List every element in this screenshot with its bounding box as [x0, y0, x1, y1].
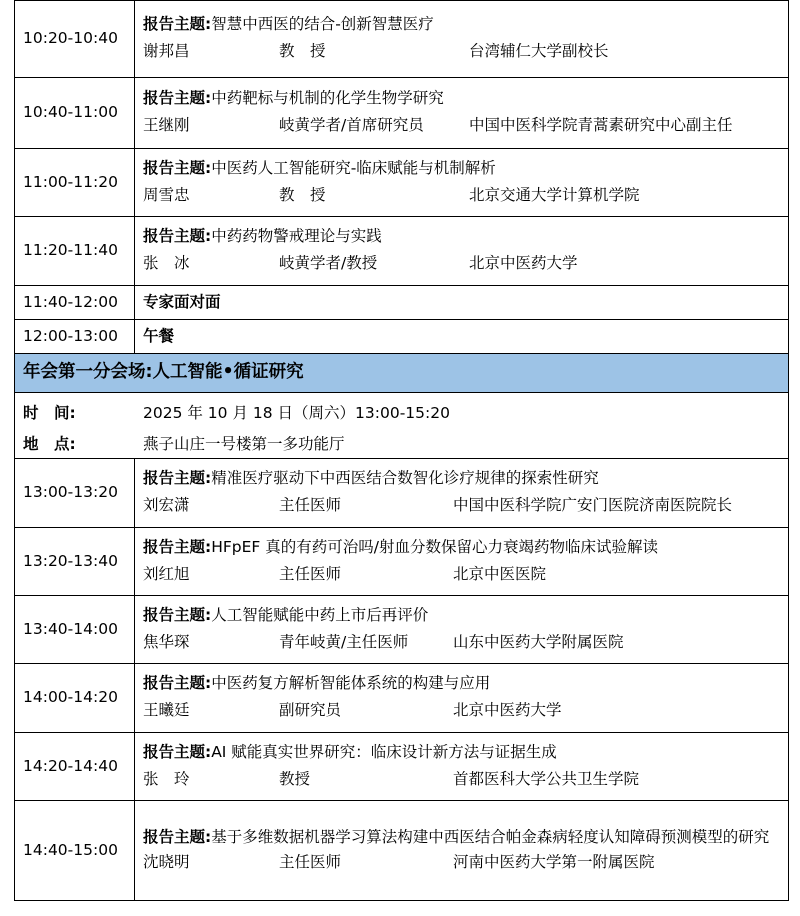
- talk-cell: [135, 149, 789, 217]
- speaker-line: [143, 852, 782, 875]
- talk-cell: [135, 1, 789, 78]
- time-slot: 13:20-13:40: [15, 528, 135, 596]
- table-row: [15, 664, 789, 733]
- speaker-role: 教授: [279, 769, 311, 788]
- speaker-org: 北京交通大学计算机学院: [469, 185, 640, 204]
- topic-label: 报告主题:: [143, 674, 212, 692]
- table-row: [15, 528, 789, 596]
- speaker-line: [143, 632, 782, 655]
- speaker-org: 中国中医科学院青蒿素研究中心副主任: [469, 116, 733, 134]
- time-slot: 10:20-10:40: [15, 1, 135, 78]
- speaker-name: 王继刚: [143, 116, 190, 134]
- talk-topic: [143, 673, 782, 693]
- speaker-org: 北京中医药大学: [469, 254, 578, 272]
- topic-label: 报告主题:: [143, 89, 212, 107]
- topic-label: 报告主题:: [143, 605, 212, 624]
- topic-label: 报告主题:: [143, 827, 212, 846]
- speaker-name: 刘红旭: [143, 564, 190, 583]
- talk-topic: [143, 742, 782, 762]
- talk-cell: [135, 78, 789, 149]
- topic-title: 精准医疗驱动下中西医结合数智化诊疗规律的探索性研究: [211, 469, 599, 487]
- topic-title: HFpEF 真的有药可治吗/射血分数保留心力衰竭药物临床试验解读: [211, 537, 658, 556]
- speaker-name: 王曦廷: [143, 701, 190, 719]
- talk-cell: [135, 733, 789, 801]
- topic-title: AI 赋能真实世界研究：临床设计新方法与证据生成: [211, 742, 557, 761]
- time-slot: 11:20-11:40: [15, 217, 135, 286]
- table-row: [15, 286, 789, 320]
- speaker-name: 谢邦昌: [143, 42, 190, 60]
- speaker-name: 周雪忠: [143, 185, 190, 204]
- speaker-role: 岐黄学者/教授: [279, 254, 378, 272]
- speaker-role: 副研究员: [279, 701, 342, 719]
- talk-topic: [143, 88, 782, 108]
- time-slot: 11:40-12:00: [15, 286, 135, 320]
- talk-cell: [135, 459, 789, 528]
- time-slot: 12:00-13:00: [15, 320, 135, 354]
- time-slot: 14:20-14:40: [15, 733, 135, 801]
- place-value: 燕子山庄一号楼第一多功能厅: [143, 434, 345, 453]
- session-item: 午餐: [135, 320, 789, 354]
- section-info-row: [15, 393, 789, 459]
- speaker-role: 教 授: [279, 42, 326, 60]
- topic-label: 报告主题:: [143, 469, 212, 487]
- table-row: [15, 78, 789, 149]
- talk-topic: [143, 605, 782, 625]
- place-label: 地 点:: [23, 434, 76, 453]
- speaker-line: [143, 703, 782, 723]
- speaker-org: 北京中医医院: [453, 564, 547, 583]
- speaker-name: 刘宏潇: [143, 496, 190, 514]
- time-slot: 11:00-11:20: [15, 149, 135, 217]
- speaker-name: 焦华琛: [143, 632, 190, 651]
- speaker-role: 岐黄学者/首席研究员: [279, 116, 424, 134]
- time-slot: 14:00-14:20: [15, 664, 135, 733]
- time-slot: 14:40-15:00: [15, 801, 135, 901]
- topic-label: 报告主题:: [143, 742, 212, 761]
- time-label: 时 间:: [23, 403, 76, 422]
- talk-topic: [143, 14, 782, 34]
- speaker-line: [143, 44, 782, 64]
- speaker-org: 台湾辅仁大学副校长: [469, 42, 609, 60]
- talk-topic: [143, 158, 782, 178]
- topic-label: 报告主题:: [143, 227, 212, 245]
- speaker-name: 沈晓明: [143, 852, 190, 871]
- talk-cell: [135, 664, 789, 733]
- speaker-org: 山东中医药大学附属医院: [453, 632, 624, 651]
- section-title: 年会第一分会场:人工智能•循证研究: [15, 354, 789, 393]
- table-row: [15, 149, 789, 217]
- speaker-name: 张 冰: [143, 254, 190, 272]
- topic-title: 智慧中西医的结合-创新智慧医疗: [211, 15, 434, 33]
- speaker-role: 主任医师: [279, 496, 342, 514]
- speaker-line: [143, 769, 782, 792]
- table-row: [15, 1, 789, 78]
- speaker-line: [143, 118, 782, 138]
- topic-title: 中医药人工智能研究-临床赋能与机制解析: [211, 158, 496, 177]
- talk-cell: [135, 528, 789, 596]
- table-row: [15, 596, 789, 664]
- table-row: [15, 801, 789, 901]
- talk-cell: [135, 217, 789, 286]
- speaker-line: [143, 564, 782, 587]
- schedule-table: [14, 0, 789, 901]
- table-row: [15, 459, 789, 528]
- topic-title: 中药药物警戒理论与实践: [211, 227, 382, 245]
- topic-label: 报告主题:: [143, 158, 212, 177]
- talk-cell: [135, 801, 789, 901]
- time-slot: 13:00-13:20: [15, 459, 135, 528]
- speaker-line: [143, 185, 782, 208]
- session-item: 专家面对面: [135, 286, 789, 320]
- speaker-org: 北京中医药大学: [453, 701, 562, 719]
- topic-label: 报告主题:: [143, 537, 212, 556]
- talk-topic: [143, 537, 782, 557]
- table-row: [15, 733, 789, 801]
- talk-cell: [135, 596, 789, 664]
- speaker-org: 中国中医科学院广安门医院济南医院院长: [453, 496, 733, 514]
- topic-title: 基于多维数据机器学习算法构建中西医结合帕金森病轻度认知障碍预测模型的研究: [211, 827, 770, 846]
- speaker-name: 张 玲: [143, 769, 190, 788]
- time-value: 2025 年 10 月 18 日（周六）13:00-15:20: [143, 403, 450, 422]
- speaker-role: 青年岐黄/主任医师: [279, 632, 409, 651]
- time-slot: 13:40-14:00: [15, 596, 135, 664]
- talk-topic: [143, 226, 782, 246]
- topic-title: 中药靶标与机制的化学生物学研究: [211, 89, 444, 107]
- speaker-role: 教 授: [279, 185, 326, 204]
- section-info: [15, 393, 789, 459]
- speaker-org: 河南中医药大学第一附属医院: [453, 852, 655, 871]
- topic-title: 人工智能赋能中药上市后再评价: [211, 605, 429, 624]
- table-row: [15, 217, 789, 286]
- topic-title: 中医药复方解析智能体系统的构建与应用: [211, 674, 491, 692]
- speaker-role: 主任医师: [279, 852, 342, 871]
- speaker-line: [143, 256, 782, 276]
- table-row: [15, 320, 789, 354]
- talk-topic: [143, 827, 782, 847]
- speaker-org: 首都医科大学公共卫生学院: [453, 769, 640, 788]
- talk-topic: [143, 468, 782, 488]
- time-slot: 10:40-11:00: [15, 78, 135, 149]
- speaker-line: [143, 498, 782, 518]
- speaker-role: 主任医师: [279, 564, 342, 583]
- topic-label: 报告主题:: [143, 15, 212, 33]
- section-header-row: [15, 354, 789, 393]
